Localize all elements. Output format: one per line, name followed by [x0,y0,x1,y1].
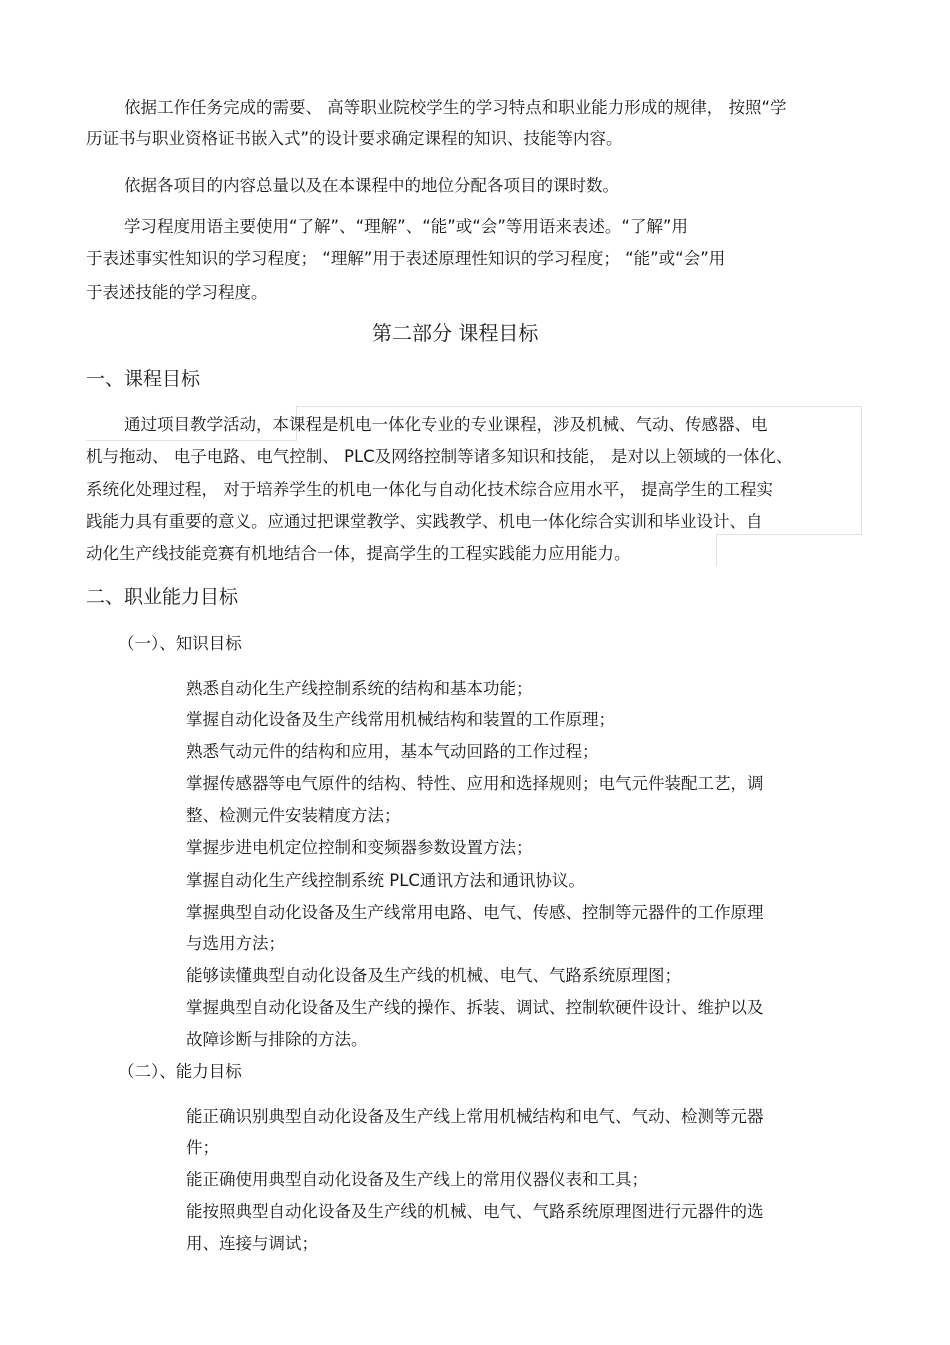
text-box-border-right-lower [716,534,717,566]
text-box-border-top [296,406,862,407]
knowledge-item-4a: 掌握传感器等电气原件的结构、特性、应用和选择规则；电气元件装配工艺，调 [186,774,764,793]
knowledge-item-6: 掌握自动化生产线控制系统 PLC通讯方法和通讯协议。 [186,871,585,890]
ability-heading: （二）、能力目标 [118,1062,242,1081]
intro-p1-line-2: 历证书与职业资格证书嵌入式”的设计要求确定课程的知识、技能等内容。 [86,129,623,148]
knowledge-item-3: 熟悉气动元件的结构和应用，基本气动回路的工作过程； [186,742,599,761]
ability-item-1a: 能正确识别典型自动化设备及生产线上常用机械结构和电气、气动、检测等元器 [186,1107,764,1126]
ability-item-2: 能正确使用典型自动化设备及生产线上的常用仪器仪表和工具； [186,1170,648,1189]
section1-line-2: 机与拖动、 电子电路、电气控制、 PLC及网络控制等诸多知识和技能， 是对以上领域的一体化、 [86,447,793,466]
intro-p3-line-3: 于表述技能的学习程度。 [86,283,268,302]
text-box-border-right [861,406,862,534]
knowledge-item-2: 掌握自动化设备及生产线常用机械结构和装置的工作原理； [186,710,615,729]
text-box-border-mid [86,440,297,441]
section1-line-4: 践能力具有重要的意义。应通过把课堂教学、实践教学、机电一体化综合实训和毕业设计、自 [86,512,763,531]
section1-line-5: 动化生产线技能竞赛有机地结合一体，提高学生的工程实践能力应用能力。 [86,544,631,563]
ability-item-3b: 用、连接与调试； [186,1234,318,1253]
intro-p3-line-2: 于表述事实性知识的学习程度； “理解”用于表述原理性知识的学习程度； “能”或“会”用 [86,249,726,268]
knowledge-heading: （一）、知识目标 [118,634,242,653]
intro-p2: 依据各项目的内容总量以及在本课程中的地位分配各项目的课时数。 [124,176,619,195]
section1-heading: 一、课程目标 [86,368,201,390]
knowledge-item-9a: 掌握典型自动化设备及生产线的操作、拆装、调试、控制软硬件设计、维护以及 [186,998,764,1017]
knowledge-item-7b: 与选用方法； [186,934,285,953]
knowledge-item-8: 能够读懂典型自动化设备及生产线的机械、电气、气路系统原理图； [186,966,681,985]
ability-item-1b: 件； [186,1138,219,1157]
knowledge-item-7a: 掌握典型自动化设备及生产线常用电路、电气、传感、控制等元器件的工作原理 [186,903,764,922]
part-title: 第二部分 课程目标 [372,321,539,345]
text-box-border-bottom [716,534,862,535]
knowledge-item-5: 掌握步进电机定位控制和变频器参数设置方法； [186,838,533,857]
knowledge-item-1: 熟悉自动化生产线控制系统的结构和基本功能； [186,679,533,698]
knowledge-item-9b: 故障诊断与排除的方法。 [186,1030,368,1049]
knowledge-item-4b: 整、检测元件安装精度方法； [186,806,401,825]
section2-heading: 二、职业能力目标 [86,586,239,608]
ability-item-3a: 能按照典型自动化设备及生产线的机械、电气、气路系统原理图进行元器件的选 [186,1202,764,1221]
section1-line-1: 通过项目教学活动，本课程是机电一体化专业的专业课程，涉及机械、气动、传感器、电 [124,415,768,434]
intro-p3-line-1: 学习程度用语主要使用“了解”、“理解”、“能”或“会”等用语来表述。“了解”用 [124,217,688,236]
section1-line-3: 系统化处理过程， 对于培养学生的机电一体化与自动化技术综合应用水平， 提高学生的工程实 [86,480,773,499]
intro-p1-line-1: 依据工作任务完成的需要、 高等职业院校学生的学习特点和职业能力形成的规律， 按照“学 [124,98,787,117]
